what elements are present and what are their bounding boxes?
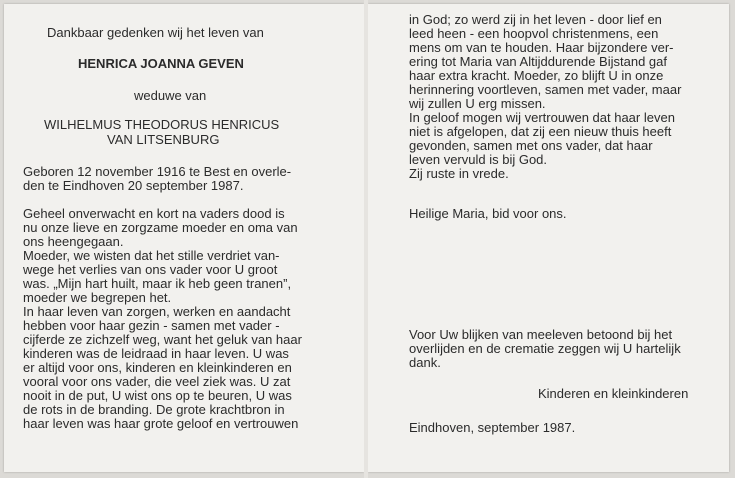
body-line: In geloof mogen wij vertrouwen dat haar leven	[409, 110, 675, 125]
widow-of-line: weduwe van	[134, 88, 207, 103]
body-line: was. „Mijn hart huilt, maar ik heb geen tranen”,	[23, 276, 292, 291]
body-line: nu onze lieve en zorgzame moeder en oma van	[23, 220, 298, 235]
intro-line: Dankbaar gedenken wij het leven van	[47, 25, 264, 40]
body-line: ering tot Maria van Altijddurende Bijstand gaf	[409, 54, 667, 69]
body-line: Moeder, we wisten dat het stille verdriet van-	[23, 248, 280, 263]
body-line: wij zullen U erg missen.	[409, 96, 546, 111]
body-line: leed heen - een hoopvol christenmens, een	[409, 26, 659, 41]
body-line: haar leven was haar grote geloof en vertrouwen	[23, 416, 299, 431]
born-line: den te Eindhoven 20 september 1987.	[23, 178, 244, 193]
husband-name-line-1: WILHELMUS THEODORUS HENRICUS	[44, 117, 280, 132]
body-line: wege het verlies van ons vader voor U groot	[23, 262, 278, 277]
deceased-name: HENRICA JOANNA GEVEN	[78, 56, 244, 71]
body-line: vooral voor ons vader, die veel ziek was. U zat	[23, 374, 291, 389]
body-line: in God; zo werd zij in het leven - door lief en	[409, 12, 662, 27]
body-line: moeder we begrepen het.	[23, 290, 172, 305]
body-line: mens om van te houden. Haar bijzondere ver-	[409, 40, 674, 55]
body-line: Zij ruste in vrede.	[409, 166, 509, 181]
body-line: leven vervuld is bij God.	[409, 152, 548, 167]
body-line: er altijd voor ons, kinderen en kleinkinderen en	[23, 360, 292, 375]
place-date-line: Eindhoven, september 1987.	[409, 420, 576, 435]
body-line: haar extra kracht. Moeder, zo blijft U in onze	[409, 68, 664, 83]
card-fold	[364, 0, 368, 478]
signature-line: Kinderen en kleinkinderen	[538, 386, 689, 401]
body-line: niet is afgelopen, dat zij een nieuw thuis heeft	[409, 124, 672, 139]
thanks-line: dank.	[409, 355, 441, 370]
thanks-line: Voor Uw blijken van meeleven betoond bij het	[409, 327, 673, 342]
prayer-line: Heilige Maria, bid voor ons.	[409, 206, 567, 221]
body-line: cijferde ze zichzelf weg, want het geluk van haar	[23, 332, 302, 347]
thanks-line: overlijden en de crematie zeggen wij U hartelijk	[409, 341, 681, 356]
body-line: ons heengegaan.	[23, 234, 124, 249]
husband-name-line-2: VAN LITSENBURG	[107, 132, 220, 147]
body-line: kinderen was de leidraad in haar leven. U was	[23, 346, 289, 361]
body-line: In haar leven van zorgen, werken en aandacht	[23, 304, 291, 319]
body-line: herinnering voortleven, samen met vader, maar	[409, 82, 682, 97]
body-line: hebben voor haar gezin - samen met vader -	[23, 318, 280, 333]
body-line: gevonden, samen met ons vader, dat haar	[409, 138, 653, 153]
body-line: nooit in de put, U wist ons op te beuren, U was	[23, 388, 292, 403]
body-line: de rots in de branding. De grote krachtbron in	[23, 402, 285, 417]
body-line: Geheel onverwacht en kort na vaders dood is	[23, 206, 285, 221]
born-line: Geboren 12 november 1916 te Best en overle-	[23, 164, 292, 179]
